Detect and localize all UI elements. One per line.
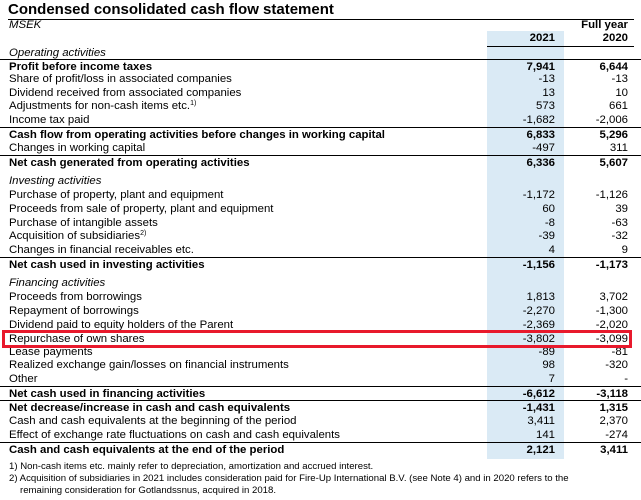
value-2020: 661 xyxy=(608,100,628,112)
table-row xyxy=(0,127,641,142)
value-2021: 98 xyxy=(542,359,555,371)
footnote-1: 1) Non-cash items etc. mainly refer to depreciation, amortization and accrued interest. xyxy=(9,461,374,472)
table-row xyxy=(0,86,641,100)
row-label: Purchase of property, plant and equipment xyxy=(9,189,224,201)
value-2020: 1,315 xyxy=(599,402,628,414)
value-2020: -274 xyxy=(605,429,628,441)
value-2021: 1,813 xyxy=(526,291,555,303)
value-2021: -89 xyxy=(538,346,555,358)
value-2021: -1,682 xyxy=(522,114,555,126)
value-2020: 10 xyxy=(615,87,628,99)
value-2021: 7,941 xyxy=(526,61,555,73)
table-row xyxy=(0,276,641,290)
value-2020: 5,296 xyxy=(599,129,628,141)
value-2020: 5,607 xyxy=(599,157,628,169)
value-2020: -320 xyxy=(605,359,628,371)
row-label: Net cash generated from operating activities xyxy=(9,157,250,169)
value-2021: 141 xyxy=(535,429,555,441)
table-row xyxy=(0,243,641,257)
value-2020: -13 xyxy=(611,73,628,85)
table-row xyxy=(0,372,641,386)
value-2020: 6,644 xyxy=(599,61,628,73)
value-2020: -1,173 xyxy=(595,259,628,271)
row-label: Dividend received from associated companies xyxy=(9,87,242,99)
value-2020: 39 xyxy=(615,203,628,215)
value-2021: -497 xyxy=(532,142,555,154)
row-label: Cash flow from operating activities before changes in working capital xyxy=(9,129,385,141)
row-label: Realized exchange gain/losses on financial instruments xyxy=(9,359,289,371)
row-label: Cash and cash equivalents at the beginning of the period xyxy=(9,415,297,427)
row-label: Proceeds from sale of property, plant and equipment xyxy=(9,203,274,215)
row-label: Adjustments for non-cash items etc.$^{1)}$ xyxy=(9,100,197,112)
table-row xyxy=(0,428,641,442)
column-header-2020: 2020 xyxy=(602,32,628,44)
highlight-box-repurchase xyxy=(2,330,632,348)
value-2020: - xyxy=(624,373,628,385)
table-row xyxy=(0,202,641,216)
row-label: Share of profit/loss in associated companies xyxy=(9,73,232,85)
row-label: Financing activities xyxy=(9,277,106,289)
value-2020: -1,126 xyxy=(595,189,628,201)
value-2021: 2,121 xyxy=(526,444,555,456)
value-2020: -2,020 xyxy=(595,319,628,331)
value-2021: 3,411 xyxy=(527,415,555,427)
row-label: Investing activities xyxy=(9,175,102,187)
row-label: Net cash used in investing activities xyxy=(9,259,205,271)
row-label: Income tax paid xyxy=(9,114,90,126)
value-2021: -2,369 xyxy=(522,319,555,331)
value-2021: -1,431 xyxy=(522,402,555,414)
value-2020: 3,702 xyxy=(599,291,628,303)
table-row xyxy=(0,414,641,428)
column-header-2021: 2021 xyxy=(529,32,555,44)
value-2020: 3,411 xyxy=(600,444,628,456)
table-row xyxy=(0,442,641,457)
value-2021: 7 xyxy=(548,373,555,385)
value-2021: -8 xyxy=(544,217,555,229)
value-2020: -32 xyxy=(611,230,628,242)
value-2021: 573 xyxy=(535,100,555,112)
footnote-2: 2) Acquisition of subsidiaries in 2021 includes consideration paid for Fire-Up International B.V. (see Note 4) and in 2020 refers to the xyxy=(9,473,569,484)
table-row xyxy=(0,46,641,60)
row-label: Changes in financial receivables etc. xyxy=(9,244,194,256)
row-label: Changes in working capital xyxy=(9,142,146,154)
value-2021: -1,172 xyxy=(522,189,555,201)
period-header: Full year xyxy=(581,19,628,31)
table-row xyxy=(0,229,641,243)
table-row xyxy=(0,99,641,113)
row-label: Proceeds from borrowings xyxy=(9,291,142,303)
row-label: Cash and cash equivalents at the end of the period xyxy=(9,444,285,456)
value-2020: -1,300 xyxy=(595,305,628,317)
table-row xyxy=(0,358,641,372)
row-label: Net decrease/increase in cash and cash equivalents xyxy=(9,402,291,414)
table-row xyxy=(0,290,641,304)
value-2021: 6,336 xyxy=(526,157,555,169)
row-label: Net cash used in financing activities xyxy=(9,388,206,400)
value-2021: -13 xyxy=(538,73,555,85)
table-row xyxy=(0,113,641,127)
value-2020: -81 xyxy=(611,346,628,358)
value-2020: -2,006 xyxy=(595,114,628,126)
value-2020: 311 xyxy=(609,142,628,154)
value-2020: 2,370 xyxy=(599,415,628,427)
value-2021: 60 xyxy=(542,203,555,215)
table-row xyxy=(0,72,641,86)
value-2021: -6,612 xyxy=(522,388,555,400)
value-2020: 9 xyxy=(621,244,628,256)
value-2020: -63 xyxy=(611,217,628,229)
value-2021: 13 xyxy=(542,87,555,99)
title-rule xyxy=(8,19,634,20)
value-2021: -1,156 xyxy=(522,259,555,271)
row-label: Repayment of borrowings xyxy=(9,305,139,317)
row-label: Lease payments xyxy=(9,346,93,358)
row-label: Operating activities xyxy=(9,47,106,59)
value-2020: -3,099 xyxy=(595,333,628,345)
value-2020: -3,118 xyxy=(596,388,628,400)
table-row xyxy=(0,188,641,202)
row-label: Acquisition of subsidiaries$^{2)}$ xyxy=(9,230,147,242)
row-label: Other xyxy=(9,373,38,385)
table-row xyxy=(0,216,641,230)
row-label: Repurchase of own shares xyxy=(9,333,145,345)
row-label: Dividend paid to equity holders of the Parent xyxy=(9,319,234,331)
value-2021: -3,802 xyxy=(522,333,555,345)
table-row xyxy=(0,174,641,188)
table-row xyxy=(0,386,641,401)
value-2021: 6,833 xyxy=(526,129,555,141)
table-row xyxy=(0,141,641,155)
footnote-2-continued: remaining consideration for Gotlandssnus, acquired in 2018. xyxy=(20,485,276,496)
table-row xyxy=(0,304,641,318)
unit-label: MSEK xyxy=(9,19,42,31)
row-label: Purchase of intangible assets xyxy=(9,217,158,229)
table-row xyxy=(0,257,641,272)
footnote-marker: 1) xyxy=(190,100,197,107)
table-row xyxy=(0,400,641,415)
row-label: Effect of exchange rate fluctuations on cash and cash equivalents xyxy=(9,429,340,441)
value-2021: 4 xyxy=(548,244,555,256)
row-label: Profit before income taxes xyxy=(9,61,153,73)
value-2021: -39 xyxy=(538,230,555,242)
value-2021: -2,270 xyxy=(522,305,555,317)
table-row xyxy=(0,155,641,170)
statement-title: Condensed consolidated cash flow statement xyxy=(8,1,334,18)
footnote-marker: 2) xyxy=(140,230,147,237)
